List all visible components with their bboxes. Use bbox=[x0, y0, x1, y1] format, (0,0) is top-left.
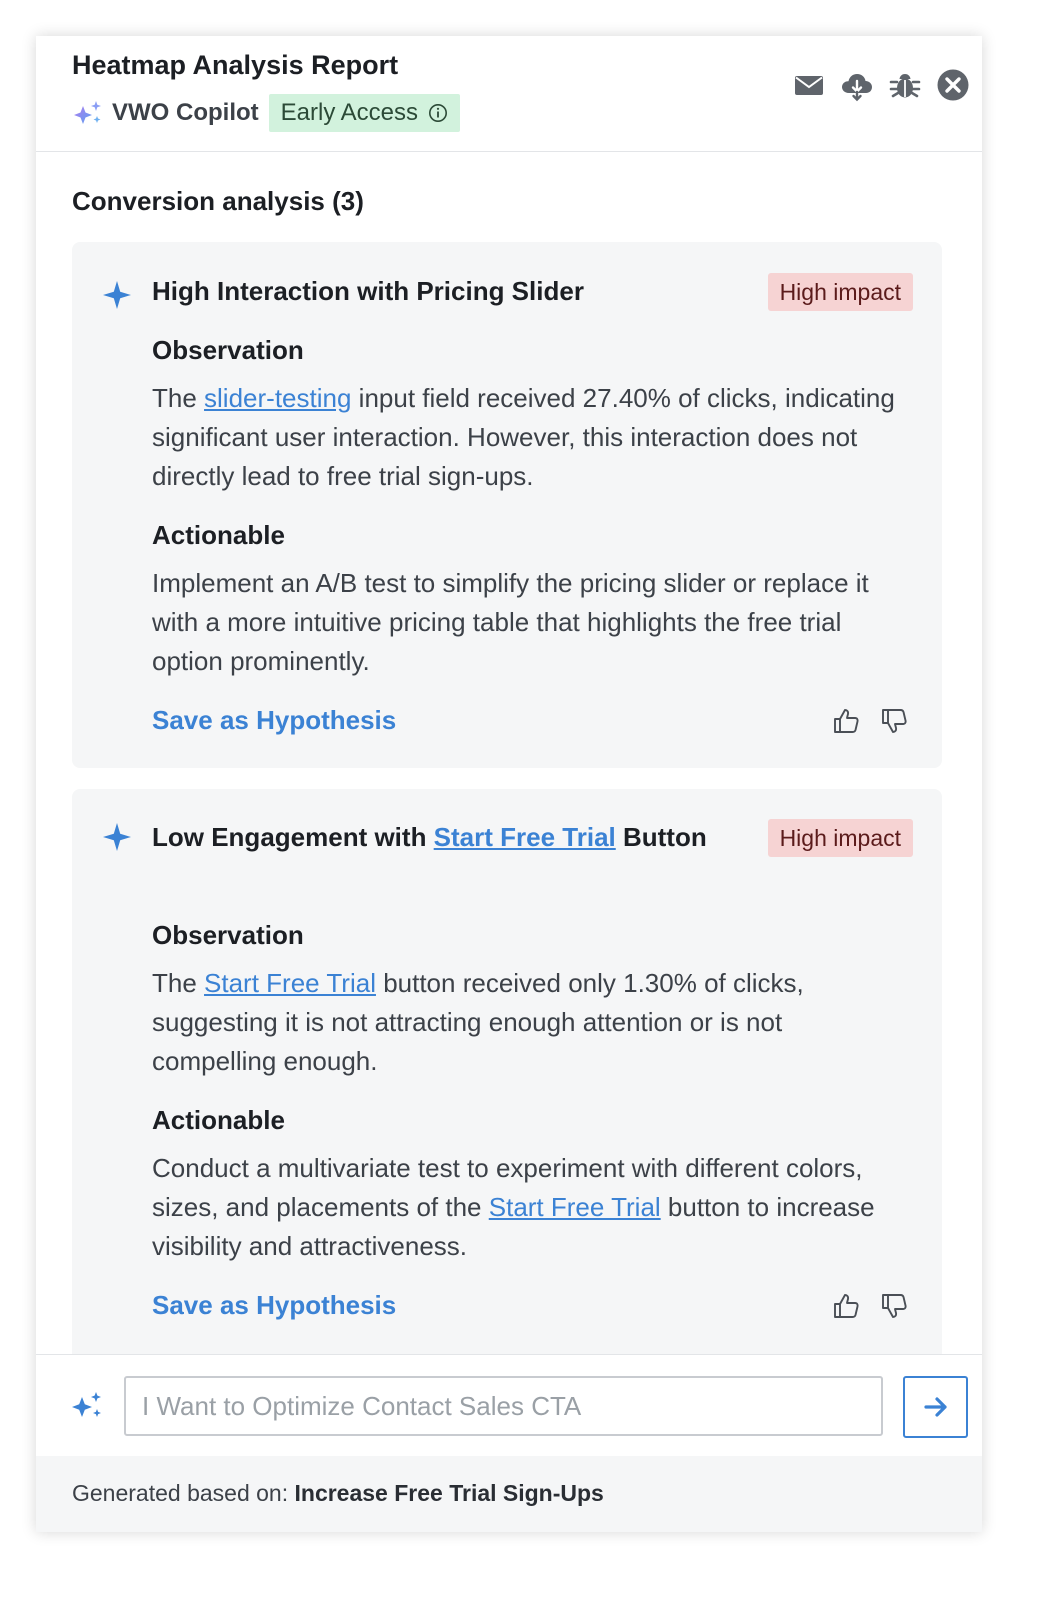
download-button[interactable] bbox=[840, 68, 874, 102]
start-free-trial-link[interactable]: Start Free Trial bbox=[433, 822, 616, 852]
thumbs-down-button[interactable] bbox=[880, 707, 908, 735]
impact-badge: High impact bbox=[768, 273, 913, 311]
thumbs-up-icon bbox=[832, 707, 860, 735]
insight-card bbox=[72, 789, 942, 1369]
observation-label: Observation bbox=[152, 920, 304, 950]
send-button[interactable] bbox=[903, 1376, 968, 1438]
feedback-buttons bbox=[832, 707, 908, 735]
generated-based-on bbox=[72, 1480, 604, 1507]
copilot-subtitle bbox=[72, 94, 460, 132]
card-title-part: Button bbox=[615, 822, 707, 852]
slider-testing-link[interactable]: slider-testing bbox=[204, 383, 352, 413]
cloud-download-icon bbox=[840, 68, 874, 102]
copilot-panel bbox=[36, 36, 982, 1532]
observation-text bbox=[152, 379, 912, 496]
actionable-text bbox=[152, 1149, 912, 1266]
observation-text-part: The bbox=[152, 968, 205, 998]
observation-text-part: The bbox=[152, 383, 205, 413]
panel-header bbox=[36, 36, 982, 152]
card-title: High Interaction with Pricing Slider bbox=[152, 276, 584, 306]
card-title-part: Low Engagement with bbox=[152, 822, 434, 852]
early-access-label: Early Access bbox=[280, 99, 419, 126]
save-as-hypothesis-button[interactable]: Save as Hypothesis bbox=[152, 1290, 397, 1320]
copilot-label: VWO Copilot bbox=[112, 99, 259, 126]
actionable-label: Actionable bbox=[152, 1105, 285, 1135]
close-icon bbox=[936, 68, 970, 102]
footer-goal: Increase Free Trial Sign-Ups bbox=[294, 1480, 604, 1506]
header-actions bbox=[792, 68, 970, 102]
thumbs-up-button[interactable] bbox=[832, 1292, 860, 1320]
report-bug-button[interactable] bbox=[888, 68, 922, 102]
observation-label: Observation bbox=[152, 335, 304, 365]
actionable-text-part: Conduct a multivariate test to experiment with different colors, sizes, and placements of the bbox=[152, 1153, 863, 1222]
mail-icon bbox=[792, 68, 826, 102]
card-title bbox=[152, 818, 712, 857]
footer-prefix: Generated based on: bbox=[72, 1480, 295, 1506]
early-access-badge[interactable] bbox=[269, 94, 460, 132]
save-as-hypothesis-button[interactable]: Save as Hypothesis bbox=[152, 705, 397, 735]
prompt-input[interactable] bbox=[124, 1376, 883, 1436]
observation-text-part: input field received 27.40% of clicks, indicating significant user interaction. However, this interaction does not directly lead to free trial sign-ups. bbox=[152, 383, 895, 491]
start-free-trial-link[interactable]: Start Free Trial bbox=[488, 1192, 661, 1222]
observation-text bbox=[152, 964, 912, 1081]
sparkle-icon bbox=[102, 822, 132, 852]
thumbs-up-icon bbox=[832, 1292, 860, 1320]
impact-badge: High impact bbox=[768, 819, 913, 857]
close-button[interactable] bbox=[936, 68, 970, 102]
thumbs-down-icon bbox=[880, 1292, 908, 1320]
thumbs-down-icon bbox=[880, 707, 908, 735]
prompt-bar bbox=[36, 1354, 982, 1456]
sparkle-icon bbox=[70, 1391, 104, 1421]
bug-icon bbox=[888, 68, 922, 102]
arrow-right-icon bbox=[922, 1393, 950, 1421]
page-title: Heatmap Analysis Report bbox=[72, 50, 399, 80]
actionable-label: Actionable bbox=[152, 520, 285, 550]
start-free-trial-link[interactable]: Start Free Trial bbox=[204, 968, 376, 998]
actionable-text-part: button to increase visibility and attractiveness. bbox=[152, 1192, 875, 1261]
sparkle-icon bbox=[72, 100, 104, 126]
section-title: Conversion analysis (3) bbox=[72, 186, 364, 216]
panel-footer bbox=[36, 1456, 982, 1532]
sparkle-icon bbox=[102, 280, 132, 310]
actionable-text: Implement an A/B test to simplify the pricing slider or replace it with a more intuitive pricing table that highlights the free trial option prominently. bbox=[152, 568, 869, 676]
thumbs-up-button[interactable] bbox=[832, 707, 860, 735]
feedback-buttons bbox=[832, 1292, 908, 1320]
mail-button[interactable] bbox=[792, 68, 826, 102]
info-icon[interactable] bbox=[428, 103, 448, 123]
thumbs-down-button[interactable] bbox=[880, 1292, 908, 1320]
observation-text-part: button received only 1.30% of clicks, suggesting it is not attracting enough attention or is not compelling enough. bbox=[152, 968, 804, 1076]
insight-card bbox=[72, 242, 942, 768]
